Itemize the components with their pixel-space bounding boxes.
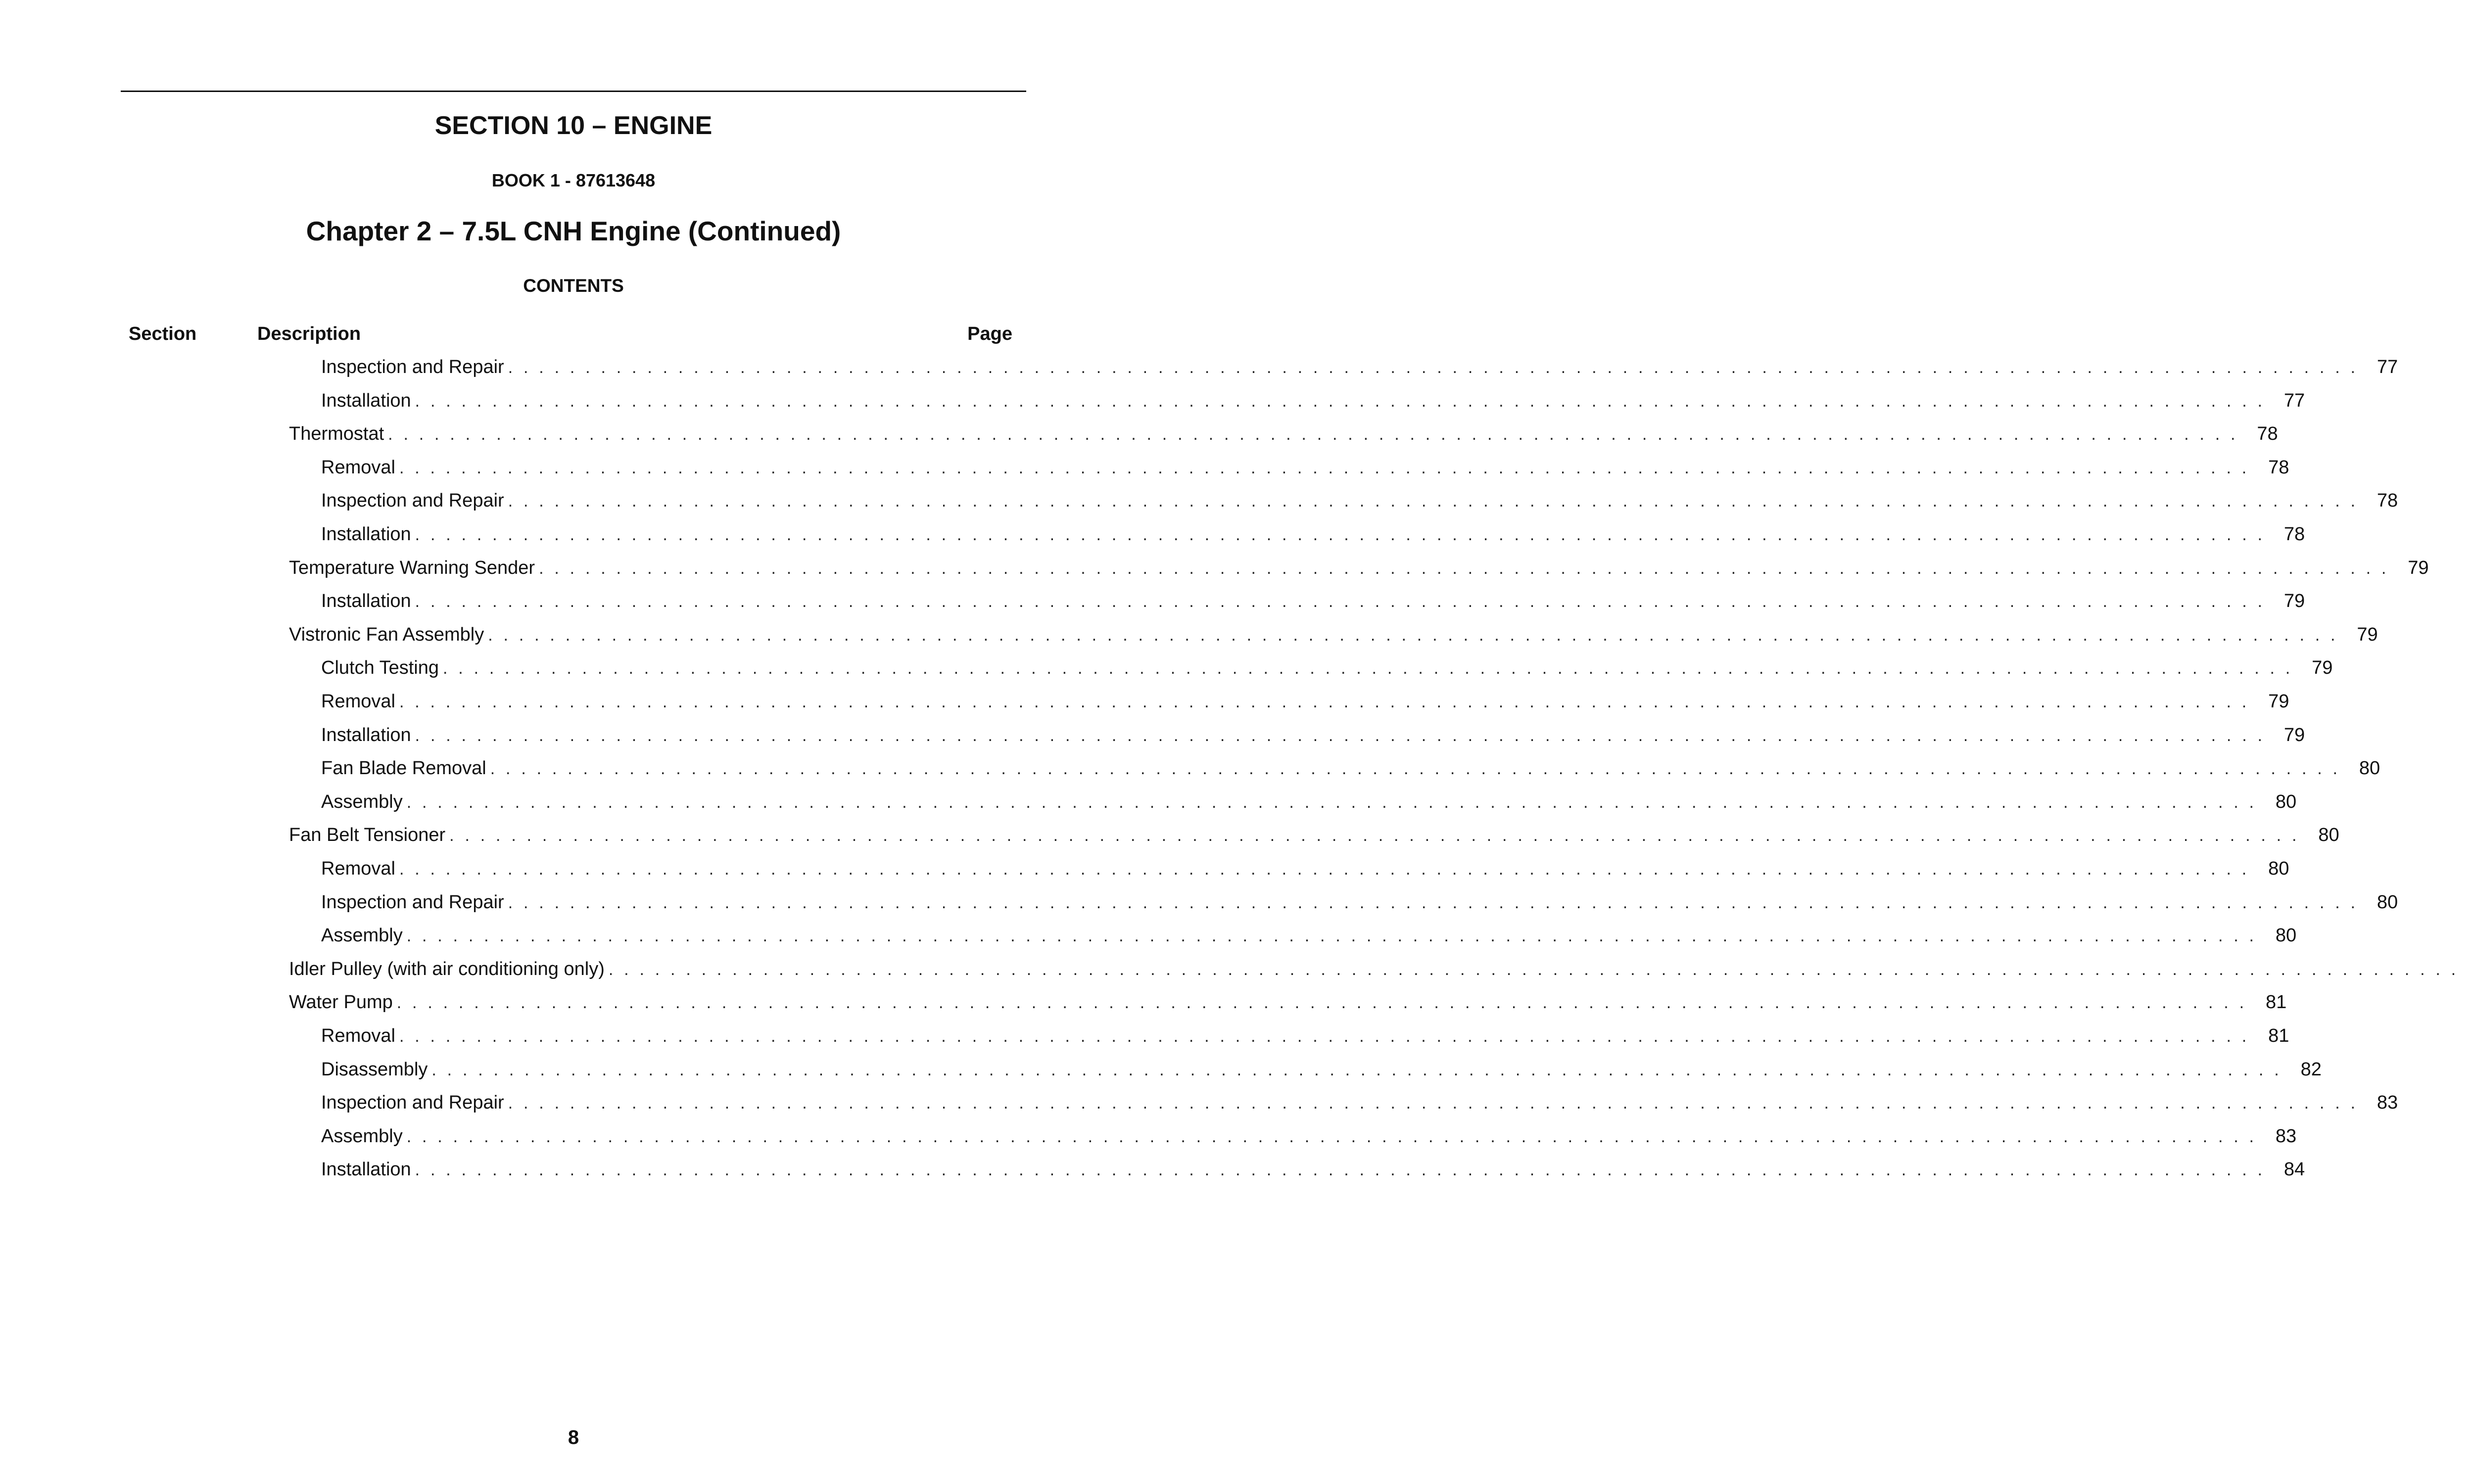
- column-header-page: Page: [967, 324, 1012, 344]
- toc-entry-label: Water Pump: [289, 992, 393, 1013]
- page-number: 8: [568, 1427, 579, 1448]
- toc-entry-label: Clutch Testing: [321, 657, 439, 679]
- toc-entry: [321, 1155, 2305, 1184]
- dot-leader: . . . . . . . . . . . . . . . . . . . . . . . . . . . . . . . . . . . . . . . . . . . . . . . . . . . . . . . . . . . . . . . . . . . . . . . . . . . . . . . . . . . . . . . . . . . . . . . . . . . . . . . . . . . . . . . . . . . . . . . .: [508, 1094, 2359, 1113]
- toc-entry: [321, 1121, 2297, 1151]
- toc-entry: [321, 720, 2305, 750]
- dot-leader: . . . . . . . . . . . . . . . . . . . . . . . . . . . . . . . . . . . . . . . . . . . . . . . . . . . . . . . . . . . . . . . . . . . . . . . . . . . . . . . . . . . . . . . . . . . . . . . . . . . . . . . . . . . . . . . . . . . . . . . .: [488, 625, 2338, 645]
- chapter-title: Chapter 2 – 7.5L CNH Engine (Continued): [306, 216, 841, 246]
- toc-entry-label: Inspection and Repair: [321, 357, 504, 377]
- toc-entry-page: 82: [2300, 1059, 2322, 1080]
- dot-leader: . . . . . . . . . . . . . . . . . . . . . . . . . . . . . . . . . . . . . . . . . . . . . . . . . . . . . . . . . . . . . . . . . . . . . . . . . . . . . . . . . . . . . . . . . . . . . . . . . . . . . . . . . . . . . . . . . . . . . . . .: [431, 1060, 2282, 1079]
- dot-leader: . . . . . . . . . . . . . . . . . . . . . . . . . . . . . . . . . . . . . . . . . . . . . . . . . . . . . . . . . . . . . . . . . . . . . . . . . . . . . . . . . . . . . . . . . . . . . . . . . . . . . . . . . . . . . . . . . . . . . . . .: [399, 458, 2250, 477]
- toc-entry-label: Removal: [321, 858, 395, 879]
- book-number: BOOK 1 - 87613648: [491, 170, 656, 190]
- toc-entry-label: Fan Blade Removal: [321, 758, 486, 779]
- toc-entry-page: 79: [2284, 591, 2305, 612]
- dot-leader: . . . . . . . . . . . . . . . . . . . . . . . . . . . . . . . . . . . . . . . . . . . . . . . . . . . . . . . . . . . . . . . . . . . . . . . . . . . . . . . . . . . . . . . . . . . . . . . . . . . . . . . . . . . . . . . . . . . . . . . .: [415, 391, 2266, 411]
- dot-leader: . . . . . . . . . . . . . . . . . . . . . . . . . . . . . . . . . . . . . . . . . . . . . . . . . . . . . . . . . . . . . . . . . . . . . . . . . . . . . . . . . . . . . . . . . . . . . . . . . . . . . . . . . . . . . . . . . . . . . . . .: [415, 1160, 2266, 1180]
- toc-entry-label: Assembly: [321, 1125, 403, 1147]
- toc-entry-label: Temperature Warning Sender: [289, 557, 535, 578]
- toc-entry-label: Idler Pulley (with air conditioning only): [289, 958, 605, 979]
- toc-entry: [321, 386, 2305, 416]
- toc-entry: [289, 419, 2278, 449]
- dot-leader: . . . . . . . . . . . . . . . . . . . . . . . . . . . . . . . . . . . . . . . . . . . . . . . . . . . . . . . . . . . . . . . . . . . . . . . . . . . . . . . . . . . . . . . . . . . . . . . . . . . . . . . . . . . . . . . . . . . . . . . .: [388, 425, 2238, 444]
- toc-entry-label: Installation: [321, 591, 411, 612]
- toc-entry-page: 77: [2377, 357, 2398, 377]
- toc-entry-page: 79: [2408, 557, 2429, 578]
- toc-entry: [321, 352, 2398, 382]
- dot-leader: . . . . . . . . . . . . . . . . . . . . . . . . . . . . . . . . . . . . . . . . . . . . . . . . . . . . . . . . . . . . . . . . . . . . . . . . . . . . . . . . . . . . . . . . . . . . . . . . . . . . . . . . . . . . . . . . . . . . . . . .: [508, 358, 2359, 377]
- toc-entry-label: Installation: [321, 524, 411, 545]
- toc-entry-label: Removal: [321, 457, 395, 478]
- toc-entry-label: Inspection and Repair: [321, 1092, 504, 1113]
- toc-entry: [289, 620, 2378, 649]
- toc-entry: [321, 586, 2305, 616]
- toc-entry-page: [2459, 954, 2474, 984]
- toc-entry-page: 84: [2284, 1159, 2305, 1180]
- dot-leader: . . . . . . . . . . . . . . . . . . . . . . . . . . . . . . . . . . . . . . . . . . . . . . . . . . . . . . . . . . . . . . . . . . . . . . . . . . . . . . . . . . . . . . . . . . . . . . . . . . . . . . . . . . . . . . . . . . . . . . . .: [399, 860, 2250, 879]
- toc-entry: [289, 820, 2339, 850]
- toc-entry-label: Installation: [321, 390, 411, 411]
- toc-entry: [289, 987, 2287, 1017]
- toc-entry-page: 83: [2377, 1092, 2398, 1113]
- toc-entry: [321, 687, 2289, 716]
- toc-entry-page: 77: [2284, 390, 2305, 411]
- toc-entry: [321, 453, 2289, 482]
- toc-entry-label: Vistronic Fan Assembly: [289, 624, 484, 645]
- toc-entry-label: Assembly: [321, 925, 403, 946]
- dot-leader: . . . . . . . . . . . . . . . . . . . . . . . . . . . . . . . . . . . . . . . . . . . . . . . . . . . . . . . . . . . . . . . . . . . . . . . . . . . . . . . . . . . . . . . . . . . . . . . . . . . . . . . . . . . . . . . . . . . . . . . .: [490, 759, 2341, 779]
- section-title: SECTION 10 – ENGINE: [434, 111, 713, 140]
- toc-entry-page: 80: [2268, 858, 2289, 879]
- toc-entry-label: Inspection and Repair: [321, 490, 504, 511]
- toc-entry-label: Fan Belt Tensioner: [289, 825, 446, 846]
- toc-entry-page: 78: [2284, 524, 2305, 545]
- toc-entry-page: 81: [2268, 1025, 2289, 1046]
- toc-entry: [289, 954, 2459, 984]
- toc-entry-page: 79: [2357, 624, 2378, 645]
- toc-entry: [321, 887, 2398, 917]
- toc-entry: [321, 854, 2289, 883]
- toc-entry-page: 80: [2275, 925, 2297, 946]
- dot-leader: . . . . . . . . . . . . . . . . . . . . . . . . . . . . . . . . . . . . . . . . . . . . . . . . . . . . . . . . . . . . . . . . . . . . . . . . . . . . . . . . . . . . . . . . . . . . . . . . . . . . . . . . . . . . . . . . . . . . . . . .: [396, 993, 2247, 1013]
- toc-entry-page: 80: [2377, 891, 2398, 913]
- top-rule: [121, 91, 1026, 92]
- dot-leader: . . . . . . . . . . . . . . . . . . . . . . . . . . . . . . . . . . . . . . . . . . . . . . . . . . . . . . . . . . . . . . . . . . . . . . . . . . . . . . . . . . . . . . . . . . . . . . . . . . . . . . . . . . . . . . . . . . . . . . . .: [415, 525, 2266, 544]
- toc-entry-page: 80: [2275, 791, 2297, 812]
- toc-entry-page: 83: [2275, 1125, 2297, 1147]
- dot-leader: . . . . . . . . . . . . . . . . . . . . . . . . . . . . . . . . . . . . . . . . . . . . . . . . . . . . . . . . . . . . . . . . . . . . . . . . . . . . . . . . . . . . . . . . . . . . . . . . . . . . . . . . . . . . . . . . . . . . . . . .: [406, 792, 2257, 812]
- column-header-description: Description: [257, 324, 361, 344]
- toc-entry-label: Thermostat: [289, 423, 384, 445]
- toc-entry-page: 79: [2284, 724, 2305, 745]
- dot-leader: . . . . . . . . . . . . . . . . . . . . . . . . . . . . . . . . . . . . . . . . . . . . . . . . . . . . . . . . . . . . . . . . . . . . . . . . . . . . . . . . . . . . . . . . . . . . . . . . . . . . . . . . . . . . . . . . . . . . . . . .: [406, 1127, 2257, 1146]
- toc-entry: [321, 653, 2333, 683]
- dot-leader: . . . . . . . . . . . . . . . . . . . . . . . . . . . . . . . . . . . . . . . . . . . . . . . . . . . . . . . . . . . . . . . . . . . . . . . . . . . . . . . . . . . . . . . . . . . . . . . . . . . . . . . . . . . . . . . . . . . . . . . .: [608, 960, 2459, 979]
- dot-leader: . . . . . . . . . . . . . . . . . . . . . . . . . . . . . . . . . . . . . . . . . . . . . . . . . . . . . . . . . . . . . . . . . . . . . . . . . . . . . . . . . . . . . . . . . . . . . . . . . . . . . . . . . . . . . . . . . . . . . . . .: [406, 927, 2257, 946]
- toc-entry-page: 79: [2312, 657, 2333, 679]
- toc-entry: [289, 553, 2429, 583]
- dot-leader: . . . . . . . . . . . . . . . . . . . . . . . . . . . . . . . . . . . . . . . . . . . . . . . . . . . . . . . . . . . . . . . . . . . . . . . . . . . . . . . . . . . . . . . . . . . . . . . . . . . . . . . . . . . . . . . . . . . . . . . .: [508, 893, 2359, 912]
- toc-entry-page: 78: [2257, 423, 2278, 445]
- dot-leader: . . . . . . . . . . . . . . . . . . . . . . . . . . . . . . . . . . . . . . . . . . . . . . . . . . . . . . . . . . . . . . . . . . . . . . . . . . . . . . . . . . . . . . . . . . . . . . . . . . . . . . . . . . . . . . . . . . . . . . . .: [449, 826, 2300, 845]
- toc-entry-page: 78: [2377, 490, 2398, 511]
- dot-leader: . . . . . . . . . . . . . . . . . . . . . . . . . . . . . . . . . . . . . . . . . . . . . . . . . . . . . . . . . . . . . . . . . . . . . . . . . . . . . . . . . . . . . . . . . . . . . . . . . . . . . . . . . . . . . . . . . . . . . . . .: [415, 726, 2266, 745]
- toc-entry-label: Inspection and Repair: [321, 891, 504, 913]
- toc-entry: [321, 519, 2305, 549]
- toc-entry: [321, 787, 2297, 817]
- toc-entry: [321, 921, 2297, 950]
- toc-entry-page: 80: [2359, 758, 2380, 779]
- column-header-section: Section: [129, 324, 197, 344]
- toc-entry-label: Disassembly: [321, 1059, 428, 1080]
- toc-entry: [321, 1055, 2322, 1084]
- contents-heading: CONTENTS: [523, 276, 624, 296]
- dot-leader: . . . . . . . . . . . . . . . . . . . . . . . . . . . . . . . . . . . . . . . . . . . . . . . . . . . . . . . . . . . . . . . . . . . . . . . . . . . . . . . . . . . . . . . . . . . . . . . . . . . . . . . . . . . . . . . . . . . . . . . .: [508, 492, 2359, 511]
- toc-entry: [321, 753, 2380, 783]
- toc-entry-label: Installation: [321, 1159, 411, 1180]
- toc-entry-page: 79: [2268, 691, 2289, 712]
- toc-entry: [321, 486, 2398, 515]
- toc-entry-label: Installation: [321, 724, 411, 745]
- toc-entry: [321, 1088, 2398, 1117]
- toc-entry-page: 78: [2268, 457, 2289, 478]
- dot-leader: . . . . . . . . . . . . . . . . . . . . . . . . . . . . . . . . . . . . . . . . . . . . . . . . . . . . . . . . . . . . . . . . . . . . . . . . . . . . . . . . . . . . . . . . . . . . . . . . . . . . . . . . . . . . . . . . . . . . . . . .: [539, 558, 2389, 578]
- dot-leader: . . . . . . . . . . . . . . . . . . . . . . . . . . . . . . . . . . . . . . . . . . . . . . . . . . . . . . . . . . . . . . . . . . . . . . . . . . . . . . . . . . . . . . . . . . . . . . . . . . . . . . . . . . . . . . . . . . . . . . . .: [442, 659, 2293, 678]
- toc-entry: [321, 1021, 2289, 1051]
- toc-entry-label: Assembly: [321, 791, 403, 812]
- dot-leader: . . . . . . . . . . . . . . . . . . . . . . . . . . . . . . . . . . . . . . . . . . . . . . . . . . . . . . . . . . . . . . . . . . . . . . . . . . . . . . . . . . . . . . . . . . . . . . . . . . . . . . . . . . . . . . . . . . . . . . . .: [399, 1027, 2250, 1046]
- dot-leader: . . . . . . . . . . . . . . . . . . . . . . . . . . . . . . . . . . . . . . . . . . . . . . . . . . . . . . . . . . . . . . . . . . . . . . . . . . . . . . . . . . . . . . . . . . . . . . . . . . . . . . . . . . . . . . . . . . . . . . . .: [399, 693, 2250, 711]
- toc-entry-label: Removal: [321, 691, 395, 712]
- dot-leader: . . . . . . . . . . . . . . . . . . . . . . . . . . . . . . . . . . . . . . . . . . . . . . . . . . . . . . . . . . . . . . . . . . . . . . . . . . . . . . . . . . . . . . . . . . . . . . . . . . . . . . . . . . . . . . . . . . . . . . . .: [415, 592, 2266, 611]
- toc-entry-page: 81: [2265, 992, 2287, 1013]
- toc-entry-label: Removal: [321, 1025, 395, 1046]
- toc-entry-page: 80: [2318, 825, 2339, 846]
